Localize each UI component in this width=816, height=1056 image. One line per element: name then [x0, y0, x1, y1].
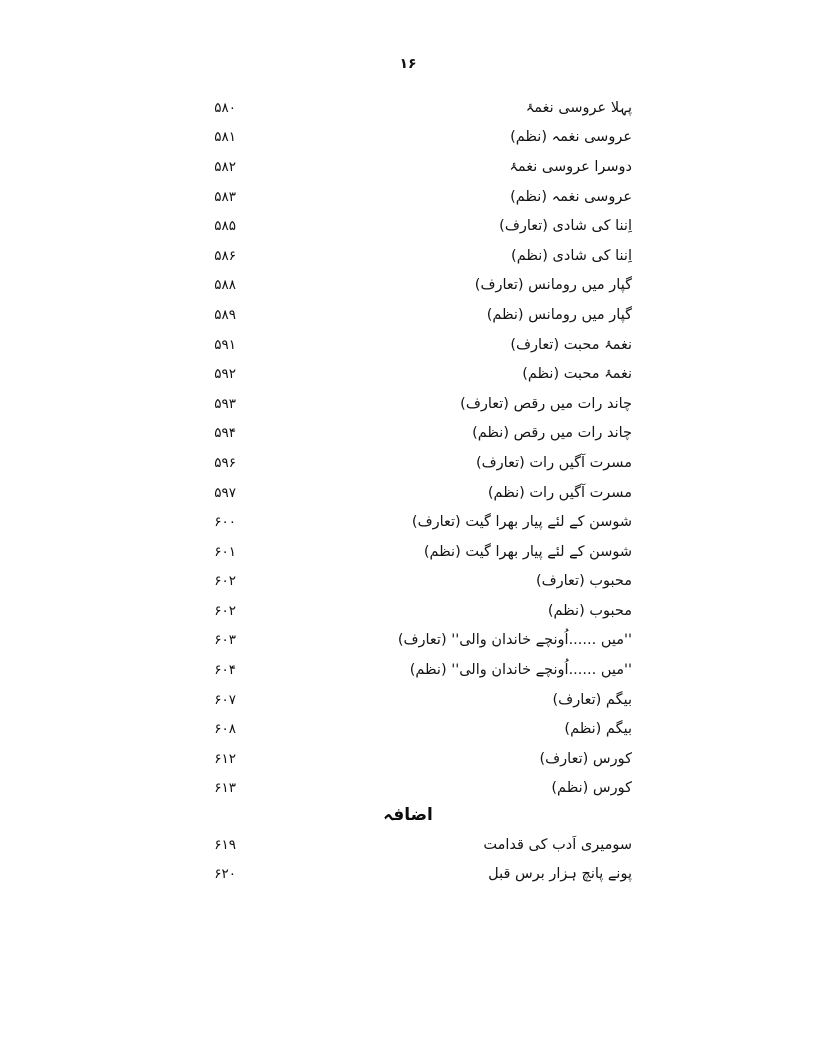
toc-entry-page-number: ۶۰۰	[214, 514, 236, 531]
toc-entry	[184, 830, 632, 860]
toc-entry-title: عروسی نغمہ (نظم)	[510, 129, 632, 146]
toc-entry-title: محبوب (تعارف)	[535, 573, 632, 590]
toc-entry	[184, 93, 632, 123]
toc-entry-page-number: ۶۰۴	[214, 662, 236, 679]
toc-entry-page-number: ۶۱۳	[214, 780, 236, 797]
toc-entry-title: سومیری اَدب کی قدامت	[483, 836, 632, 853]
toc-entry-page-number: ۶۱۹	[214, 836, 236, 853]
toc-entry	[184, 567, 632, 597]
toc-entry	[184, 123, 632, 153]
toc-entry	[184, 359, 632, 389]
toc-entry-page-number: ۶۰۷	[214, 691, 236, 708]
toc-entry	[184, 152, 632, 182]
toc-entry	[184, 419, 632, 449]
toc-entry	[184, 685, 632, 715]
toc-entry	[184, 211, 632, 241]
toc-list	[184, 93, 632, 803]
toc-entry	[184, 389, 632, 419]
toc-entry	[184, 537, 632, 567]
toc-entry	[184, 330, 632, 360]
toc-entry-page-number: ۶۱۲	[214, 750, 236, 767]
toc-entry-page-number: ۵۸۲	[214, 158, 236, 175]
toc-entry-title: گپار میں رومانس (نظم)	[486, 306, 632, 323]
toc-entry-page-number: ۵۸۵	[214, 218, 236, 235]
toc-entry-page-number: ۵۹۷	[214, 484, 236, 501]
toc-entry-title: محبوب (نظم)	[547, 602, 632, 619]
toc-entry	[184, 860, 632, 890]
toc-entry	[184, 774, 632, 804]
toc-entry-title: پہلا عروسی نغمۂ	[525, 99, 632, 116]
toc-entry-page-number: ۶۰۲	[214, 573, 236, 590]
toc-entry	[184, 744, 632, 774]
toc-entry-page-number: ۵۸۳	[214, 188, 236, 205]
toc-entry-page-number: ۵۹۳	[214, 395, 236, 412]
toc-entry-title: گپار میں رومانس (تعارف)	[474, 277, 632, 294]
toc-entry-page-number: ۵۸۹	[214, 306, 236, 323]
toc-entry-title: چاند رات میں رقص (نظم)	[472, 425, 632, 442]
appendix-list	[184, 830, 632, 889]
appendix-heading: اضافہ	[383, 805, 433, 825]
toc-entry	[184, 596, 632, 626]
toc-entry-title: نغمۂ محبت (تعارف)	[510, 336, 632, 353]
toc-entry-title: اِننا کی شادی (نظم)	[511, 247, 632, 264]
toc-entry	[184, 300, 632, 330]
toc-entry-title: شوسن کے لئے پیار بھرا گیت (نظم)	[423, 543, 632, 560]
toc-entry-page-number: ۵۹۱	[214, 336, 236, 353]
toc-entry-title: پونے پانچ ہزار برس قبل	[488, 866, 632, 883]
toc-entry-title: کورس (تعارف)	[539, 750, 632, 767]
toc-entry	[184, 271, 632, 301]
toc-entry-page-number: ۶۰۲	[214, 602, 236, 619]
toc-entry	[184, 655, 632, 685]
toc-entry-page-number: ۵۸۸	[214, 277, 236, 294]
toc-entry-title: ''میں ......اُونچے خاندان والی'' (نظم)	[409, 662, 632, 679]
toc-entry	[184, 478, 632, 508]
toc-entry	[184, 241, 632, 271]
toc-entry-title: دوسرا عروسی نغمۂ	[509, 158, 632, 175]
toc-entry-title: چاند رات میں رقص (تعارف)	[460, 395, 632, 412]
toc-entry	[184, 714, 632, 744]
toc-entry-title: اِننا کی شادی (تعارف)	[499, 218, 632, 235]
toc-entry-title: بیگم (تعارف)	[552, 691, 632, 708]
toc-entry-page-number: ۵۸۱	[214, 129, 236, 146]
toc-entry-page-number: ۵۸۶	[214, 247, 236, 264]
toc-entry-page-number: ۶۰۸	[214, 721, 236, 738]
toc-entry-title: ''میں ......اُونچے خاندان والی'' (تعارف)	[397, 632, 632, 649]
toc-entry-title: نغمۂ محبت (نظم)	[522, 366, 632, 383]
toc-entry-page-number: ۶۰۳	[214, 632, 236, 649]
toc-entry-page-number: ۵۹۲	[214, 366, 236, 383]
toc-entry	[184, 626, 632, 656]
toc-entry-page-number: ۵۹۶	[214, 454, 236, 471]
toc-entry-page-number: ۵۹۴	[214, 425, 236, 442]
toc-entry-page-number: ۶۰۱	[214, 543, 236, 560]
toc-entry-page-number: ۶۲۰	[214, 866, 236, 883]
page-number: ۱۶	[399, 56, 417, 72]
toc-entry	[184, 507, 632, 537]
toc-entry-title: کورس (نظم)	[551, 780, 632, 797]
toc-entry-title: بیگم (نظم)	[564, 721, 632, 738]
toc-entry-title: مسرت آگیں رات (تعارف)	[475, 454, 632, 471]
toc-entry-title: مسرت آگیں رات (نظم)	[487, 484, 632, 501]
toc-entry	[184, 448, 632, 478]
toc-entry	[184, 182, 632, 212]
toc-entry-title: عروسی نغمہ (نظم)	[510, 188, 632, 205]
toc-entry-page-number: ۵۸۰	[214, 99, 236, 116]
toc-entry-title: شوسن کے لئے پیار بھرا گیت (تعارف)	[411, 514, 632, 531]
